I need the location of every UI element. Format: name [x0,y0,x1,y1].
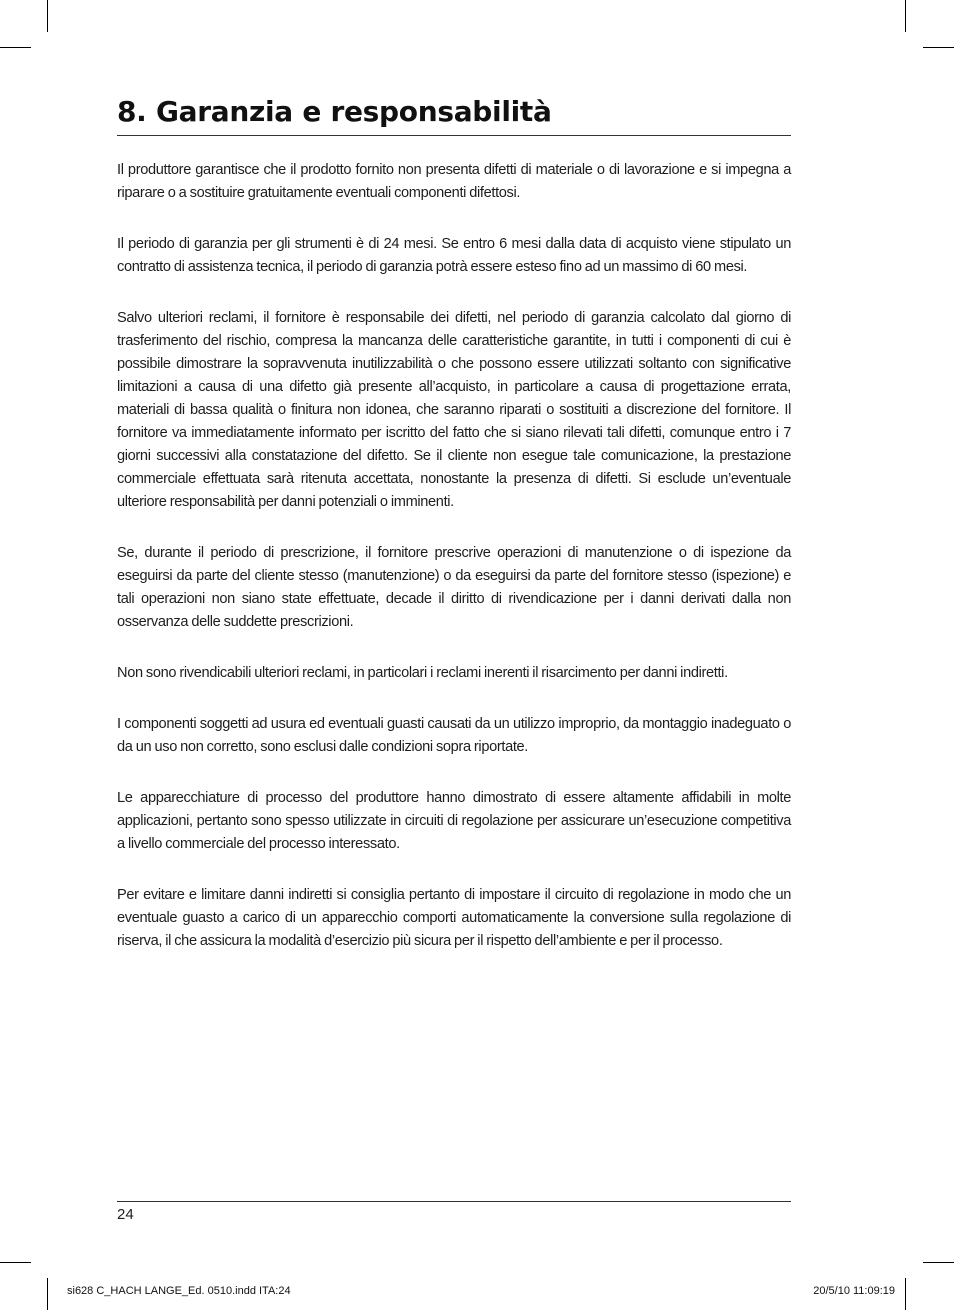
footer-divider [117,1201,791,1202]
crop-mark-top-left-vertical [47,0,48,32]
title-divider [117,135,791,136]
crop-mark-bottom-left-vertical [47,1278,48,1310]
crop-mark-bottom-right-vertical [905,1278,906,1310]
print-slug-file: si628 C_HACH LANGE_Ed. 0510.indd ITA:24 [67,1285,291,1297]
paragraph-process-reliability: Le apparecchiature di processo del produttore hanno dimostrato di essere altamente affidabili in molte applicazioni, pertanto sono spesso utilizzate in circuiti di regolazione per assicurare un’esecuzione competitiva a livello commerciale del processo interessato. [117,790,791,852]
crop-mark-top-right-vertical [905,0,906,32]
paragraph-maintenance-prescriptions: Se, durante il periodo di prescrizione, il fornitore prescrive operazioni di manutenzione o di ispezione da eseguirsi da parte del cliente stesso (manutenzione) o da eseguirsi da parte del fornitore stesso (ispezione) e tali operazioni non siano state effettuate, decade il diritto di rivendicazione per i danni derivati dalla non osservanza delle suddette prescrizioni. [117,545,791,630]
crop-mark-top-right-horizontal [923,47,954,48]
paragraph-warranty-intro: Il produttore garantisce che il prodotto fornito non presenta difetti di materiale o di lavorazione e si impegna a riparare o a sostituire gratuitamente eventuali componenti difettosi. [117,162,791,201]
crop-mark-top-left-horizontal [0,47,31,48]
crop-mark-bottom-left-horizontal [0,1262,31,1263]
paragraph-supplier-liability: Salvo ulteriori reclami, il fornitore è responsabile dei difetti, nel periodo di garanzia calcolato dal giorno di trasferimento del rischio, compresa la mancanza delle caratteristiche garantite, in tutti i componenti di cui è possibile dimostrare la sopravvenuta inutilizzabilità o che possono essere utilizzati soltanto con significative limitazioni a causa di una difetto già presente all’acquisto, in particolare a causa di progettazione errata, materiali di bassa qualità o finitura non idonea, che saranno riparati o sostituiti a discrezione del fornitore. Il fornitore va immediatamente informato per iscritto del fatto che si siano rilevati tali difetti, comunque entro i 7 giorni successivi alla constatazione del difetto. Se il cliente non esegue tale comunicazione, la prestazione commerciale effettuata sarà ritenuta accettata, nonostante la presenza di difetti. Si esclude un’eventuale ulteriore responsabilità per danni potenziali o imminenti. [117,310,791,510]
print-slug-timestamp: 20/5/10 11:09:19 [813,1285,895,1297]
crop-mark-bottom-right-horizontal [923,1262,954,1263]
page-title: 8. Garanzia e responsabilità [117,95,552,128]
paragraph-backup-regulation: Per evitare e limitare danni indiretti si consiglia pertanto di impostare il circuito di regolazione in modo che un eventuale guasto a carico di un apparecchio comporti automaticamente la conversione sulla regolazione di riserva, il che assicura la modalità d’esercizio più sicura per il rispetto dell’ambiente e per il processo. [117,887,791,949]
paragraph-wear-exclusions: I componenti soggetti ad usura ed eventuali guasti causati da un utilizzo improprio, da montaggio inadeguato o da un uso non corretto, sono esclusi dalle condizioni sopra riportate. [117,716,791,755]
body-text [117,159,791,981]
paragraph-indirect-damages: Non sono rivendicabili ulteriori reclami, in particolari i reclami inerenti il risarcimento per danni indiretti. [117,665,728,681]
paragraph-warranty-period: Il periodo di garanzia per gli strumenti è di 24 mesi. Se entro 6 mesi dalla data di acquisto viene stipulato un contratto di assistenza tecnica, il periodo di garanzia potrà essere esteso fino ad un massimo di 60 mesi. [117,236,791,275]
page-number: 24 [117,1206,134,1223]
